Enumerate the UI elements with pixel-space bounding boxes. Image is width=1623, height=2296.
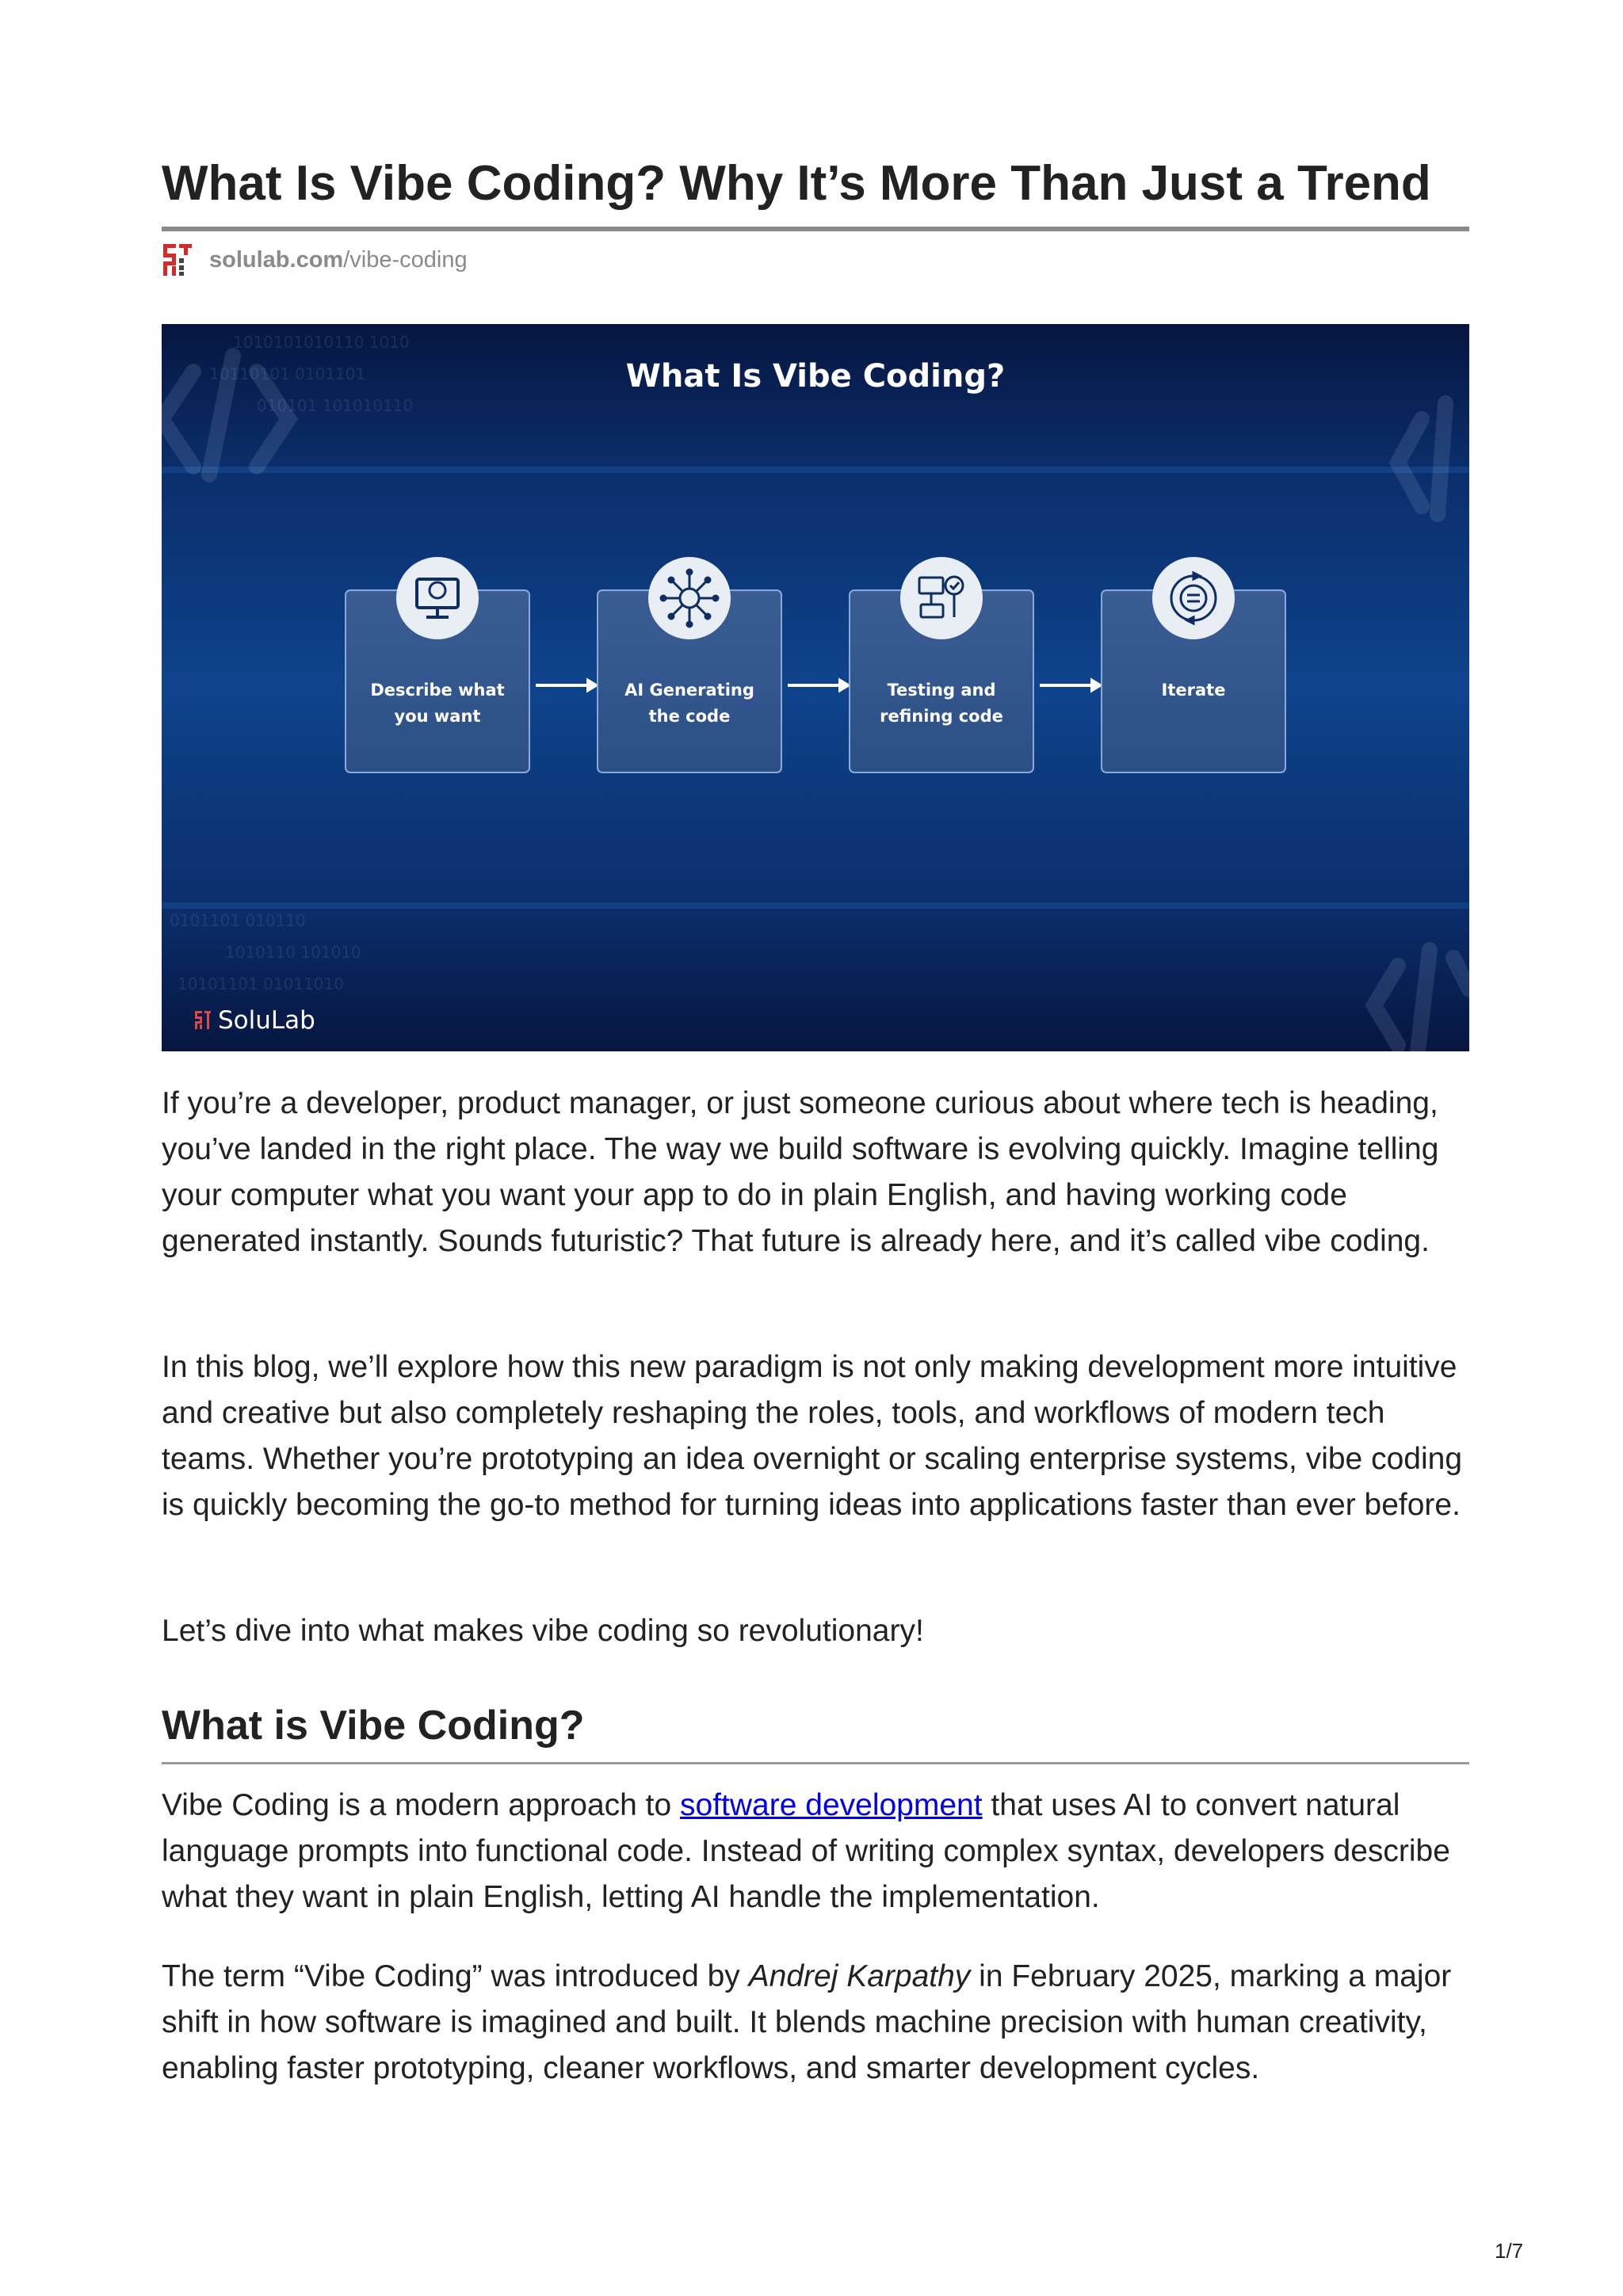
step-label-line1: Testing and [887,681,996,700]
definition-text-before: The term “Vibe Coding” was introduced by [162,1959,749,1993]
hero-brand-name: SoluLab [218,1006,315,1035]
step-label-line2: refining code [880,707,1003,726]
step-label-line1: Iterate [1161,681,1226,700]
section-divider [162,1762,1469,1764]
source-path: /vibe-coding [343,246,468,273]
definition-text-after: that uses AI to convert natural language prompts into functional code. Instead of writing complex syntax, developers describe what they want in plain English, letting AI handle the implementation. [162,1788,1450,1914]
intro-paragraph-1: If you’re a developer, product manager, or just someone curious about where tech is heading, you’ve landed in the right place. The way we build software is evolving quickly. Imagine telling your computer what you want your app to do in plain English, and having working code generated instantly. Sounds futuristic? That future is already here, and it’s called vibe coding. [162,1086,1439,1258]
intro-paragraph-2: In this blog, we’ll explore how this new paradigm is not only making development more intuitive and creative but also completely reshaping the roles, tools, and workflows of modern tech teams. Whether you’re prototyping an idea overnight or scaling enterprise systems, vibe coding is quickly becoming the go-to method for turning ideas into applications faster than ever before. [162,1350,1463,1522]
definition-paragraph-1 [162,1783,1477,1920]
step-label-line1: Describe what [370,681,505,700]
definition-text-before: Vibe Coding is a modern approach to [162,1788,681,1822]
svg-text:10110101 0101101: 10110101 0101101 [209,364,366,383]
step-label-line2: you want [394,707,481,726]
definition-paragraph-2 [162,1954,1477,2092]
author-name: Andrej Karpathy [748,1959,971,1993]
source-domain: solulab.com [209,246,344,273]
svg-text:1010101010110 1010: 1010101010110 1010 [233,333,410,352]
hero-image [162,324,1469,1051]
page-number: 1/7 [1495,2239,1524,2263]
svg-text:0101101 010110: 0101101 010110 [170,911,306,930]
solulab-logo-icon [162,242,193,277]
svg-text:010101 101010110: 010101 101010110 [257,396,414,415]
intro-paragraph-3: Let’s dive into what makes vibe coding so revolutionary! [162,1614,924,1648]
page-title: What Is Vibe Coding? Why It’s More Than Just a Trend [162,156,1431,211]
step-label-line2: the code [648,707,731,726]
title-divider [162,227,1469,231]
software-development-link[interactable]: software development [680,1788,983,1822]
svg-text:10101101 01011010: 10101101 01011010 [178,974,344,994]
step-label-line1: AI Generating [624,681,754,700]
svg-text:1010110 101010: 1010110 101010 [225,943,361,962]
definition-text-after: in February 2025, marking a major shift in how software is imagined and built. It blends machine precision with human creativity, enabling faster prototyping, cleaner workflows, and smarter development cycles. [162,1959,1452,2085]
section-heading: What is Vibe Coding? [162,1703,585,1749]
hero-heading: What Is Vibe Coding? [625,358,1006,395]
source-link[interactable] [162,242,468,278]
